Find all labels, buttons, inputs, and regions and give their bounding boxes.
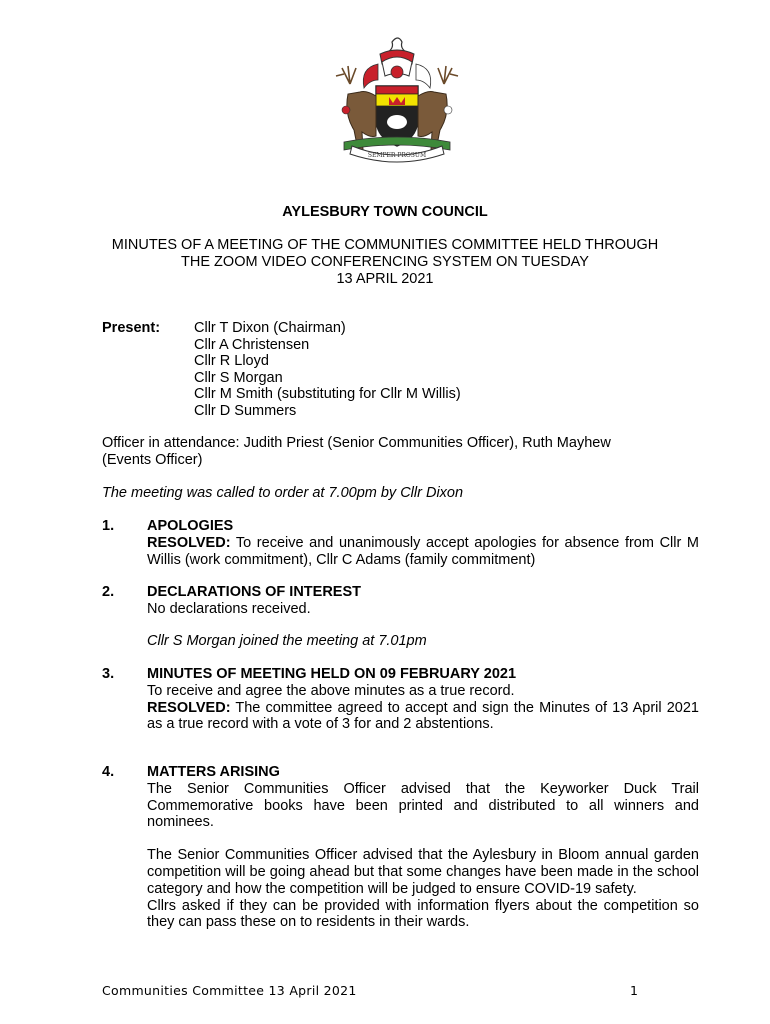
item-heading: DECLARATIONS OF INTEREST: [147, 584, 362, 600]
member: Cllr R Lloyd: [194, 353, 269, 370]
member: Cllr T Dixon (Chairman): [194, 320, 346, 336]
page-number: 1: [630, 983, 638, 998]
item-previous-minutes: MINUTES OF MEETING HELD ON 09 FEBRUARY 2021 To receive and agree the above minutes as a true record. RESOLVED: The committee agreed to accept and sign the Minutes of 13 April 2021 as a true record with a vote of 3 for and 2 abstentions.: [147, 666, 699, 733]
item-number: 1.: [102, 518, 115, 534]
member: Cllr A Christensen: [194, 336, 310, 353]
item-number: 4.: [102, 764, 115, 780]
resolved-label: RESOLVED:: [147, 534, 231, 551]
council-crest-logo: [330, 34, 464, 164]
present-label: Present:: [102, 320, 161, 336]
item-heading: MINUTES OF MEETING HELD ON 09 FEBRUARY 2021: [147, 666, 517, 682]
crest-motto: SEMPER PROSUM: [367, 152, 427, 159]
subtitle-line: MINUTES OF A MEETING OF THE COMMUNITIES COMMITTEE HELD THROUGH: [111, 237, 659, 253]
subtitle-line: 13 APRIL 2021: [336, 271, 434, 287]
footer-text: Communities Committee 13 April 2021: [102, 983, 357, 998]
item-number: 2.: [102, 584, 115, 600]
present-members: [194, 320, 461, 420]
council-title: AYLESBURY TOWN COUNCIL: [282, 204, 488, 220]
resolved-label: RESOLVED:: [147, 699, 231, 716]
member: Cllr D Summers: [194, 402, 297, 419]
item-heading: MATTERS ARISING: [147, 764, 280, 780]
late-arrival-note: Cllr S Morgan joined the meeting at 7.01pm: [147, 633, 427, 649]
item-heading: APOLOGIES: [147, 518, 234, 534]
member: Cllr M Smith (substituting for Cllr M Willis): [194, 386, 461, 403]
item-apologies: APOLOGIES RESOLVED: To receive and unanimously accept apologies for absence from Cllr M Willis (work commitment), Cllr C Adams (family commitment): [147, 518, 699, 568]
item-matters-arising: MATTERS ARISING The Senior Communities Officer advised that the Keyworker Duck Trail Commemorative books have been printed and distributed to all winners and nominees. The Senior Communities Officer advised that the Aylesbury in Bloom annual garden competition will be going ahead but that some changes have been made in the school category and how the competition will be judged to ensure COVID-19 safety. Cllrs asked if they can be provided with information flyers about the competition so they can pass these on to residents in their wards.: [147, 764, 699, 931]
member: Cllr S Morgan: [194, 369, 283, 386]
item-number: 3.: [102, 666, 115, 682]
called-to-order: The meeting was called to order at 7.00pm by Cllr Dixon: [102, 485, 464, 501]
meeting-subtitle: [0, 237, 770, 288]
item-declarations: DECLARATIONS OF INTEREST No declarations received.: [147, 584, 699, 618]
subtitle-line: THE ZOOM VIDEO CONFERENCING SYSTEM ON TUESDAY: [181, 254, 589, 270]
officers-in-attendance: Officer in attendance: Judith Priest (Senior Communities Officer), Ruth Mayhew (Events Officer): [102, 435, 611, 468]
